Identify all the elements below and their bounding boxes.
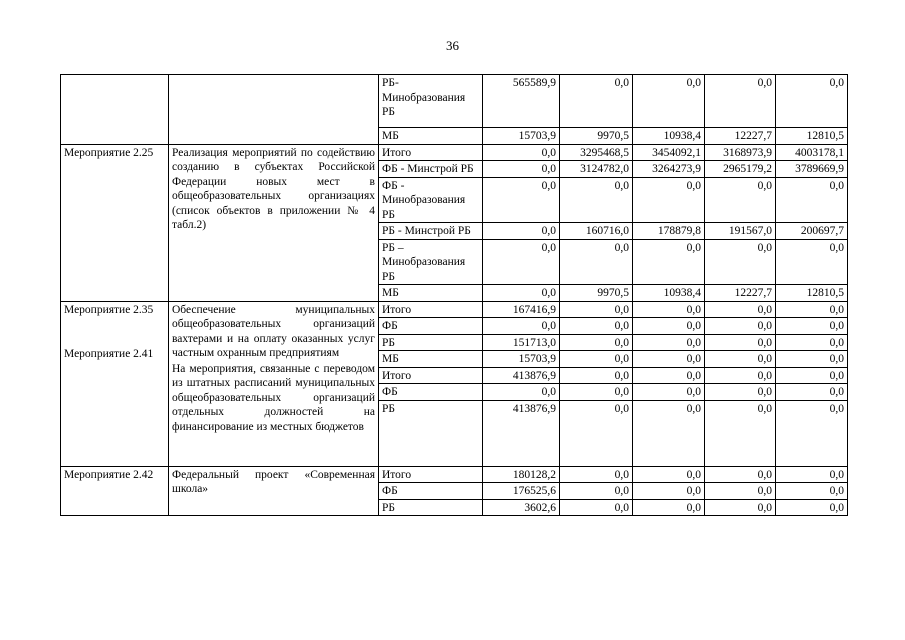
funding-source: ФБ	[379, 384, 483, 401]
funding-source: РБ	[379, 334, 483, 351]
value-cell: 0,0	[560, 239, 633, 285]
value-cell: 0,0	[776, 239, 848, 285]
value-cell: 191567,0	[705, 223, 776, 240]
value-cell: 0,0	[560, 318, 633, 335]
value-cell: 0,0	[560, 384, 633, 401]
value-cell: 0,0	[776, 177, 848, 223]
value-cell: 0,0	[633, 239, 705, 285]
funding-source: Итого	[379, 301, 483, 318]
value-cell: 0,0	[560, 301, 633, 318]
value-cell: 0,0	[483, 177, 560, 223]
value-cell: 0,0	[560, 367, 633, 384]
event-description-241: На мероприятия, связанные с переводом из штатных расписаний муниципальных общеобразовательных организаций отдельных должностей на финансирование из местных бюджетов	[172, 362, 375, 433]
event-description-235: Обеспечение муниципальных общеобразовательных организаций вахтерами и на оплату оказанных услуг частным охранным предприятиям	[172, 303, 375, 359]
value-cell: 4003178,1	[776, 144, 848, 161]
value-cell: 0,0	[705, 334, 776, 351]
value-cell: 160716,0	[560, 223, 633, 240]
value-cell: 3264273,9	[633, 161, 705, 178]
value-cell: 0,0	[560, 75, 633, 128]
funding-source: ФБ	[379, 483, 483, 500]
funding-source: МБ	[379, 285, 483, 302]
value-cell: 0,0	[560, 400, 633, 466]
value-cell: 413876,9	[483, 400, 560, 466]
value-cell: 0,0	[633, 400, 705, 466]
budget-table	[60, 74, 848, 516]
value-cell: 3295468,5	[560, 144, 633, 161]
funding-source: ФБ - Минобразования РБ	[379, 177, 483, 223]
value-cell: 0,0	[560, 499, 633, 516]
value-cell: 167416,9	[483, 301, 560, 318]
value-cell: 9970,5	[560, 128, 633, 145]
event-code-cell	[61, 75, 169, 145]
value-cell: 0,0	[776, 301, 848, 318]
value-cell: 3602,6	[483, 499, 560, 516]
value-cell: 3789669,9	[776, 161, 848, 178]
value-cell: 0,0	[776, 318, 848, 335]
event-code: Мероприятие 2.42	[61, 466, 169, 516]
value-cell: 0,0	[776, 466, 848, 483]
value-cell: 0,0	[776, 400, 848, 466]
funding-source: ФБ - Минстрой РБ	[379, 161, 483, 178]
value-cell: 0,0	[483, 318, 560, 335]
value-cell: 15703,9	[483, 128, 560, 145]
value-cell: 0,0	[705, 301, 776, 318]
value-cell: 10938,4	[633, 128, 705, 145]
event-code: Мероприятие 2.25	[61, 144, 169, 301]
value-cell: 15703,9	[483, 351, 560, 368]
value-cell: 180128,2	[483, 466, 560, 483]
value-cell: 0,0	[633, 351, 705, 368]
value-cell: 0,0	[776, 384, 848, 401]
event-description: Реализация мероприятий по содействию созданию в субъектах Российской Федерации новых мест в общеобразовательных организациях (список объектов в приложении № 4 табл.2)	[169, 144, 379, 301]
value-cell: 12227,7	[705, 285, 776, 302]
value-cell: 3124782,0	[560, 161, 633, 178]
value-cell: 0,0	[705, 351, 776, 368]
value-cell: 0,0	[483, 384, 560, 401]
table-row	[61, 466, 848, 483]
value-cell: 565589,9	[483, 75, 560, 128]
value-cell: 0,0	[776, 483, 848, 500]
value-cell: 413876,9	[483, 367, 560, 384]
value-cell: 0,0	[560, 483, 633, 500]
event-code-241: Мероприятие 2.41	[64, 348, 154, 360]
page-number: 36	[446, 38, 459, 53]
value-cell: 0,0	[483, 239, 560, 285]
value-cell: 0,0	[705, 384, 776, 401]
value-cell: 0,0	[776, 367, 848, 384]
value-cell: 9970,5	[560, 285, 633, 302]
value-cell: 0,0	[483, 285, 560, 302]
value-cell: 176525,6	[483, 483, 560, 500]
value-cell: 0,0	[483, 223, 560, 240]
value-cell: 0,0	[705, 367, 776, 384]
value-cell: 0,0	[633, 483, 705, 500]
value-cell: 0,0	[633, 466, 705, 483]
value-cell: 0,0	[705, 499, 776, 516]
value-cell: 0,0	[560, 334, 633, 351]
funding-source: РБ	[379, 400, 483, 466]
value-cell: 178879,8	[633, 223, 705, 240]
event-description	[169, 301, 379, 466]
value-cell: 10938,4	[633, 285, 705, 302]
value-cell: 12810,5	[776, 285, 848, 302]
value-cell: 0,0	[705, 466, 776, 483]
value-cell: 3454092,1	[633, 144, 705, 161]
value-cell: 0,0	[483, 161, 560, 178]
value-cell: 0,0	[633, 75, 705, 128]
event-code	[61, 301, 169, 466]
event-code-235: Мероприятие 2.35	[64, 303, 154, 316]
event-description: Федеральный проект «Современная школа»	[169, 466, 379, 516]
value-cell: 0,0	[633, 367, 705, 384]
value-cell: 0,0	[705, 75, 776, 128]
value-cell: 0,0	[705, 239, 776, 285]
table-row	[61, 301, 848, 318]
value-cell: 0,0	[633, 301, 705, 318]
value-cell: 0,0	[633, 384, 705, 401]
value-cell: 0,0	[776, 499, 848, 516]
value-cell: 0,0	[705, 177, 776, 223]
value-cell: 0,0	[633, 177, 705, 223]
funding-source: РБ	[379, 499, 483, 516]
value-cell: 0,0	[705, 400, 776, 466]
value-cell: 0,0	[560, 351, 633, 368]
value-cell: 0,0	[705, 318, 776, 335]
funding-source: РБ – Минобразования РБ	[379, 239, 483, 285]
value-cell: 3168973,9	[705, 144, 776, 161]
event-description-cell	[169, 75, 379, 145]
value-cell: 0,0	[560, 177, 633, 223]
value-cell: 0,0	[560, 466, 633, 483]
funding-source: МБ	[379, 351, 483, 368]
funding-source: РБ - Минстрой РБ	[379, 223, 483, 240]
value-cell: 0,0	[633, 318, 705, 335]
value-cell: 0,0	[776, 351, 848, 368]
value-cell: 12227,7	[705, 128, 776, 145]
value-cell: 0,0	[633, 499, 705, 516]
funding-source: Итого	[379, 144, 483, 161]
value-cell: 0,0	[633, 334, 705, 351]
value-cell: 0,0	[705, 483, 776, 500]
value-cell: 0,0	[776, 75, 848, 128]
table-row	[61, 75, 848, 128]
value-cell: 151713,0	[483, 334, 560, 351]
value-cell: 0,0	[776, 334, 848, 351]
value-cell: 200697,7	[776, 223, 848, 240]
value-cell: 12810,5	[776, 128, 848, 145]
table-row	[61, 144, 848, 161]
value-cell: 2965179,2	[705, 161, 776, 178]
funding-source: ФБ	[379, 318, 483, 335]
funding-source: МБ	[379, 128, 483, 145]
value-cell: 0,0	[483, 144, 560, 161]
funding-source: Итого	[379, 466, 483, 483]
funding-source: Итого	[379, 367, 483, 384]
funding-source: РБ- Минобразования РБ	[379, 75, 483, 128]
